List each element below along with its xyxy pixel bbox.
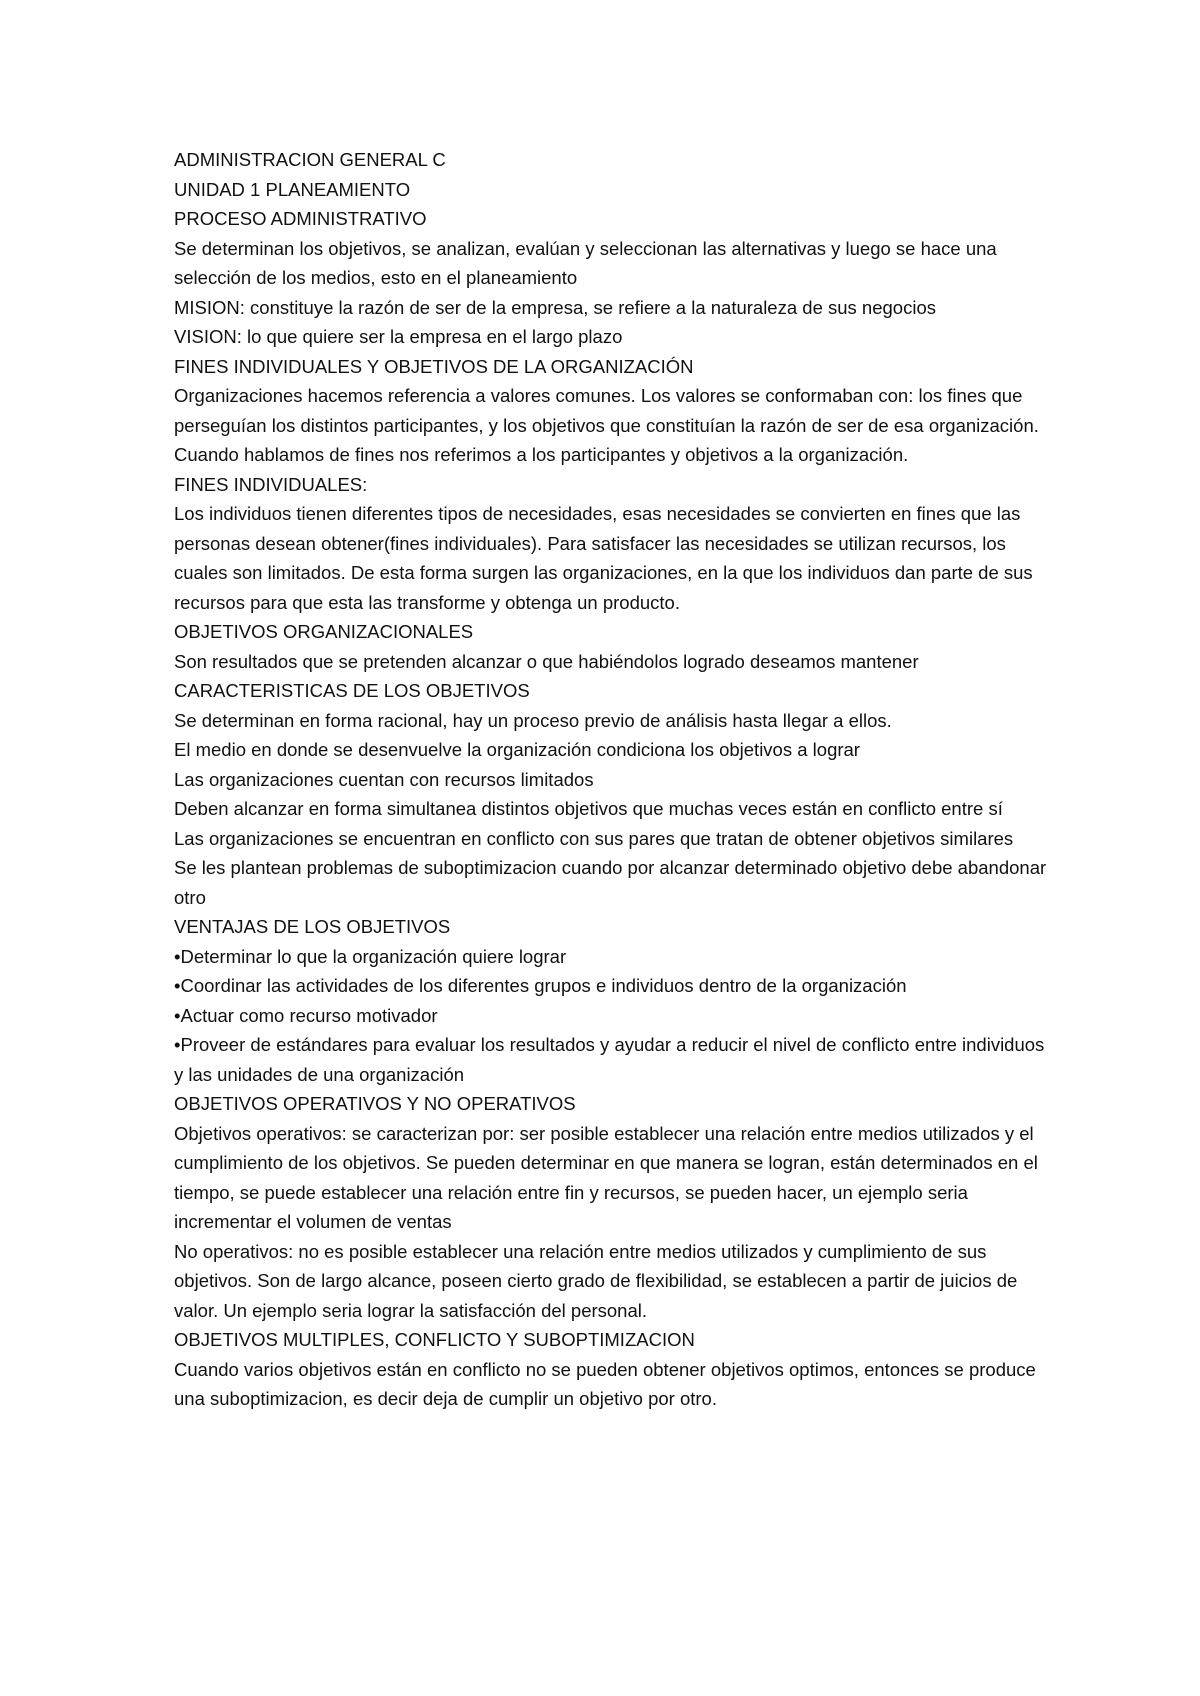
bullet-item [174, 971, 1054, 1001]
paragraph: Se determinan en forma racional, hay un proceso previo de análisis hasta llegar a ellos. [174, 709, 892, 731]
section-heading: PROCESO ADMINISTRATIVO [174, 208, 427, 229]
paragraph: Las organizaciones se encuentran en conflicto con sus pares que tratan de obtener objetivos similares [174, 827, 1014, 849]
paragraph: Son resultados que se pretenden alcanzar o que habiéndolos logrado deseamos mantener [174, 650, 919, 672]
paragraph: Los individuos tienen diferentes tipos de necesidades, esas necesidades se convierten en fines que las personas desean obtener(fines individuales). Para satisfacer las necesidades se utilizan recursos, los cuales son limitados. De esta forma surgen las organizaciones, en la que los individuos dan parte de sus recursos para que esta las transforme y obtenga un producto. [174, 503, 1033, 613]
bullet-text: Proveer de estándares para evaluar los resultados y ayudar a reducir el nivel de conflicto entre individuos y las unidades de una organización [174, 1034, 1045, 1085]
unit-title: UNIDAD 1 PLANEAMIENTO [174, 178, 411, 200]
section-heading: VENTAJAS DE LOS OBJETIVOS [174, 916, 451, 937]
paragraph: Se determinan los objetivos, se analizan, evalúan y seleccionan las alternativas y luego se hace una selección de los medios, esto en el planeamiento [174, 237, 997, 288]
bullet-item [174, 942, 1054, 972]
paragraph: MISION: constituye la razón de ser de la empresa, se refiere a la naturaleza de sus negocios [174, 296, 936, 318]
paragraph: Cuando varios objetivos están en conflicto no se pueden obtener objetivos optimos, entonces se produce una suboptimizacion, es decir deja de cumplir un objetivo por otro. [174, 1358, 1036, 1409]
bullet-marker: • [174, 1034, 181, 1055]
paragraph: VISION: lo que quiere ser la empresa en el largo plazo [174, 326, 623, 347]
bullet-marker: • [174, 975, 181, 996]
section-heading: FINES INDIVIDUALES Y OBJETIVOS DE LA ORGANIZACIÓN [174, 355, 694, 377]
paragraph: No operativos: no es posible establecer una relación entre medios utilizados y cumplimiento de sus objetivos. Son de largo alcance, poseen cierto grado de flexibilidad, se establecen a partir de juicios de valor. Un ejemplo seria lograr la satisfacción del personal. [174, 1240, 1018, 1321]
paragraph: Se les plantean problemas de suboptimizacion cuando por alcanzar determinado objetivo debe abandonar otro [174, 857, 1047, 908]
document-title: ADMINISTRACION GENERAL C [174, 149, 446, 170]
section-heading: CARACTERISTICAS DE LOS OBJETIVOS [174, 680, 530, 701]
bullet-text: Actuar como recurso motivador [180, 1004, 438, 1026]
paragraph: Objetivos operativos: se caracterizan por: ser posible establecer una relación entre medios utilizados y el cumplimiento de los objetivos. Se pueden determinar en que manera se logran, están determinados en el tiempo, se puede establecer una relación entre fin y recursos, se pueden hacer, un ejemplo seria incrementar el volumen de ventas [174, 1122, 1038, 1232]
bullet-marker: • [174, 1004, 181, 1026]
paragraph: El medio en donde se desenvuelve la organización condiciona los objetivos a lograr [174, 739, 860, 760]
bullet-text: Determinar lo que la organización quiere lograr [180, 945, 567, 967]
paragraph: Las organizaciones cuentan con recursos limitados [174, 768, 594, 790]
section-heading: OBJETIVOS OPERATIVOS Y NO OPERATIVOS [174, 1093, 576, 1114]
bullet-text: Coordinar las actividades de los diferentes grupos e individuos dentro de la organización [180, 975, 907, 996]
bullet-item [174, 1030, 1054, 1089]
bullet-marker: • [174, 945, 181, 967]
section-heading: FINES INDIVIDUALES: [174, 473, 368, 495]
document-body [174, 145, 1054, 1414]
bullet-item [174, 1001, 1054, 1031]
paragraph: Deben alcanzar en forma simultanea distintos objetivos que muchas veces están en conflicto entre sí [174, 798, 1003, 819]
paragraph: Organizaciones hacemos referencia a valores comunes. Los valores se conformaban con: los fines que perseguían los distintos participantes, y los objetivos que constituían la razón de ser de esa organización. Cuando hablamos de fines nos referimos a los participantes y objetivos a la organización. [174, 385, 1039, 465]
section-heading: OBJETIVOS MULTIPLES, CONFLICTO Y SUBOPTIMIZACION [174, 1329, 695, 1350]
section-heading: OBJETIVOS ORGANIZACIONALES [174, 621, 474, 642]
